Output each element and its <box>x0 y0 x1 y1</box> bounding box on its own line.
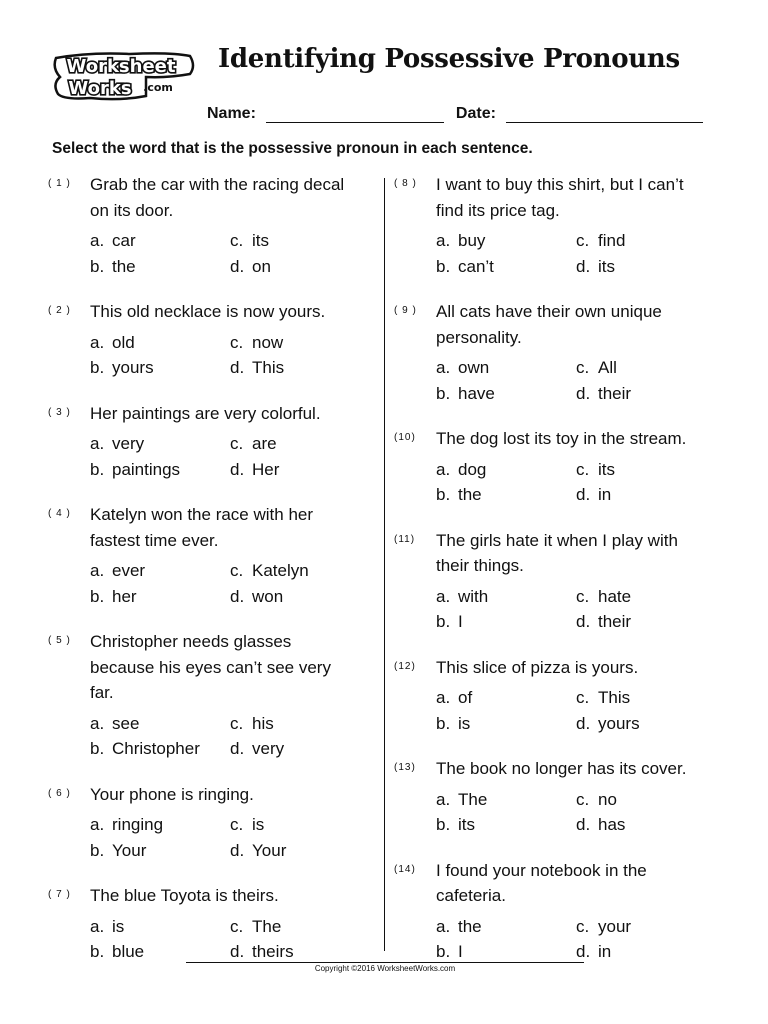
option-letter: c. <box>230 916 244 936</box>
option-letter: d. <box>576 942 591 961</box>
option-word: dog <box>458 459 487 479</box>
question-text-line: Your phone is ringing. <box>90 784 254 804</box>
option-word: old <box>112 332 135 352</box>
option-word: is <box>112 916 125 936</box>
answer-option[interactable] <box>90 914 230 940</box>
answer-option[interactable] <box>230 711 360 737</box>
question-text <box>436 528 694 579</box>
option-word: is <box>252 815 265 834</box>
question-text-line: This old necklace is now yours. <box>90 302 326 321</box>
question-text <box>436 655 694 681</box>
question-text-line: personality. <box>436 327 522 347</box>
question-number: ( 9 ) <box>394 305 417 316</box>
option-word: has <box>598 815 626 834</box>
option-word: see <box>112 713 140 733</box>
answer-option[interactable] <box>436 381 576 407</box>
option-letter: c. <box>576 459 590 479</box>
option-letter: b. <box>436 815 451 834</box>
question-number: (11) <box>394 533 416 545</box>
answer-option[interactable] <box>90 431 230 457</box>
answer-options <box>436 584 694 635</box>
answer-option[interactable] <box>576 609 706 635</box>
option-letter: c. <box>230 434 244 453</box>
question-number: ( 4 ) <box>48 508 71 519</box>
option-letter: d. <box>230 840 245 860</box>
answer-options <box>90 558 348 609</box>
date-label: Date: <box>455 105 496 122</box>
question-text <box>90 629 348 706</box>
question-number: ( 7 ) <box>48 889 71 900</box>
question-text <box>90 299 348 325</box>
option-word: ever <box>112 561 146 580</box>
option-word: yours <box>112 358 154 377</box>
answer-option[interactable] <box>436 787 576 813</box>
answer-option[interactable] <box>230 254 360 280</box>
answer-option[interactable] <box>230 330 360 356</box>
page-title: Identifying Possessive Pronouns <box>218 44 680 74</box>
option-letter: d. <box>230 739 245 758</box>
option-word: its <box>252 231 269 250</box>
option-word: her <box>112 586 137 606</box>
questions-right-column <box>394 172 694 965</box>
question-number: (12) <box>394 660 416 672</box>
name-date-row <box>207 101 719 123</box>
answer-option[interactable] <box>576 787 706 813</box>
answer-option[interactable] <box>90 254 230 280</box>
option-letter: a. <box>90 713 105 733</box>
option-word: of <box>458 688 473 707</box>
option-letter: a. <box>436 231 451 250</box>
option-word: on <box>252 256 271 276</box>
answer-options <box>436 355 694 406</box>
option-word: find <box>598 231 626 250</box>
option-word: the <box>458 485 482 504</box>
option-letter: c. <box>230 561 244 580</box>
option-word: buy <box>458 231 486 250</box>
question-item <box>394 426 694 508</box>
svg-text:.com: .com <box>143 81 173 94</box>
option-word: its <box>598 459 615 479</box>
answer-option[interactable] <box>90 558 230 584</box>
answer-option[interactable] <box>230 939 360 965</box>
option-letter: d. <box>230 586 245 606</box>
option-letter: b. <box>436 942 451 961</box>
answer-option[interactable] <box>230 228 360 254</box>
option-word: with <box>458 586 489 606</box>
option-letter: c. <box>576 789 590 809</box>
answer-option[interactable] <box>90 228 230 254</box>
option-word: very <box>252 739 285 758</box>
question-text <box>436 172 694 223</box>
question-text-line: The book no longer has its cover. <box>436 759 687 778</box>
option-word: is <box>458 713 471 733</box>
option-word: The <box>252 916 282 936</box>
option-word: Her <box>252 459 280 479</box>
option-word: ringing <box>112 815 164 834</box>
question-text-line: fastest time ever. <box>90 530 219 550</box>
question-text-line: The girls hate it when I play with <box>436 530 678 550</box>
date-field-line[interactable] <box>506 104 703 123</box>
answer-option[interactable] <box>576 482 706 508</box>
answer-options <box>90 812 348 863</box>
question-text-line: on its door. <box>90 200 174 220</box>
question-text-line: cafeteria. <box>436 886 506 905</box>
answer-option[interactable] <box>230 584 360 610</box>
option-letter: b. <box>436 256 451 276</box>
question-text <box>90 883 348 909</box>
answer-option[interactable] <box>576 457 706 483</box>
option-word: theirs <box>252 942 294 961</box>
question-number: ( 6 ) <box>48 787 71 799</box>
option-word: Christopher <box>112 739 200 758</box>
question-item <box>48 502 348 609</box>
answer-options <box>90 914 348 965</box>
option-letter: b. <box>90 256 105 276</box>
option-word: very <box>112 434 145 453</box>
option-word: This <box>598 688 631 707</box>
option-letter: c. <box>230 713 244 733</box>
answer-options <box>436 457 694 508</box>
question-item <box>394 756 694 838</box>
answer-option[interactable] <box>230 838 360 864</box>
footer-divider <box>186 962 584 963</box>
question-number: ( 3 ) <box>48 406 71 418</box>
option-letter: c. <box>576 916 590 936</box>
option-letter: a. <box>436 916 451 936</box>
answer-option[interactable] <box>436 355 576 381</box>
answer-option[interactable] <box>90 330 230 356</box>
option-letter: b. <box>90 739 105 758</box>
option-letter: c. <box>230 332 244 352</box>
option-word: own <box>458 358 490 377</box>
instructions: Select the word that is the possessive pronoun in each sentence. <box>52 140 533 157</box>
answer-options <box>90 330 348 381</box>
option-letter: a. <box>90 561 105 580</box>
answer-option[interactable] <box>436 939 576 965</box>
question-text <box>436 858 694 909</box>
answer-option[interactable] <box>436 254 576 280</box>
option-letter: b. <box>90 459 105 479</box>
answer-option[interactable] <box>436 228 576 254</box>
option-letter: d. <box>576 815 591 834</box>
answer-option[interactable] <box>576 355 706 381</box>
answer-option[interactable] <box>90 355 230 381</box>
question-text <box>90 172 348 223</box>
question-text-line: Katelyn won the race with her <box>90 505 314 524</box>
answer-option[interactable] <box>576 914 706 940</box>
question-item <box>394 655 694 737</box>
worksheetworks-logo <box>50 50 196 102</box>
question-text-line: The dog lost its toy in the stream. <box>436 429 687 448</box>
question-number: ( 5 ) <box>48 635 71 646</box>
question-item <box>48 401 348 483</box>
answer-option[interactable] <box>230 914 360 940</box>
option-letter: b. <box>90 942 105 961</box>
answer-option[interactable] <box>90 939 230 965</box>
question-text-line: far. <box>90 683 114 702</box>
question-text-line: find its price tag. <box>436 200 560 220</box>
option-word: blue <box>112 942 145 961</box>
answer-option[interactable] <box>90 584 230 610</box>
option-letter: b. <box>90 840 105 860</box>
option-word: are <box>252 434 277 453</box>
answer-options <box>90 228 348 279</box>
question-item <box>394 299 694 406</box>
option-letter: d. <box>230 459 245 479</box>
question-text <box>436 299 694 350</box>
option-word: The <box>458 789 488 809</box>
option-word: yours <box>598 713 640 733</box>
option-word: All <box>598 358 617 377</box>
option-word: paintings <box>112 459 181 479</box>
answer-option[interactable] <box>90 711 230 737</box>
option-word: the <box>112 256 136 276</box>
name-label: Name: <box>207 105 256 122</box>
answer-option[interactable] <box>436 584 576 610</box>
option-word: the <box>458 916 482 936</box>
svg-text:Works: Works <box>68 78 132 99</box>
option-word: his <box>252 713 274 733</box>
question-number: (14) <box>394 863 416 875</box>
option-word: Your <box>112 840 147 860</box>
answer-option[interactable] <box>576 584 706 610</box>
answer-options <box>436 914 694 965</box>
option-word: can’t <box>458 256 494 276</box>
question-number: (10) <box>394 432 416 443</box>
answer-options <box>436 787 694 838</box>
option-letter: a. <box>436 688 451 707</box>
answer-option[interactable] <box>436 482 576 508</box>
option-word: have <box>458 383 495 403</box>
option-word: I <box>458 612 463 631</box>
answer-option[interactable] <box>576 711 706 737</box>
question-text-line: their things. <box>436 556 524 575</box>
answer-option[interactable] <box>436 914 576 940</box>
option-letter: b. <box>90 358 105 377</box>
option-letter: a. <box>90 815 105 834</box>
question-text <box>90 782 348 808</box>
option-letter: d. <box>230 256 245 276</box>
answer-options <box>90 711 348 762</box>
answer-option[interactable] <box>230 558 360 584</box>
option-word: your <box>598 916 632 936</box>
question-text-line: Her paintings are very colorful. <box>90 403 321 423</box>
question-text-line: Christopher needs glasses <box>90 632 292 651</box>
option-letter: c. <box>576 586 590 606</box>
option-letter: a. <box>90 916 105 936</box>
question-text-line: I want to buy this shirt, but I can’t <box>436 175 684 194</box>
question-text <box>436 426 694 452</box>
option-letter: a. <box>436 586 451 606</box>
option-word: their <box>598 612 632 631</box>
question-text-line: I found your notebook in the <box>436 860 647 880</box>
answer-option[interactable] <box>576 812 706 838</box>
question-text-line: Grab the car with the racing decal <box>90 175 345 194</box>
answer-option[interactable] <box>436 812 576 838</box>
option-letter: a. <box>436 459 451 479</box>
answer-option[interactable] <box>90 812 230 838</box>
question-item <box>48 782 348 864</box>
option-letter: a. <box>436 789 451 809</box>
option-letter: c. <box>576 358 590 377</box>
question-text-line: All cats have their own unique <box>436 302 662 321</box>
option-word: now <box>252 332 284 352</box>
answer-option[interactable] <box>436 711 576 737</box>
answer-option[interactable] <box>576 254 706 280</box>
svg-text:Worksheet: Worksheet <box>66 56 176 77</box>
answer-option[interactable] <box>436 457 576 483</box>
question-item <box>48 883 348 965</box>
option-letter: a. <box>90 332 105 352</box>
answer-option[interactable] <box>576 939 706 965</box>
answer-option[interactable] <box>436 685 576 711</box>
question-number: (13) <box>394 762 416 773</box>
question-item <box>48 299 348 381</box>
question-text-line: The blue Toyota is theirs. <box>90 886 279 905</box>
option-letter: d. <box>576 713 591 733</box>
column-divider <box>384 178 385 951</box>
option-letter: b. <box>436 485 451 504</box>
question-text-line: This slice of pizza is yours. <box>436 657 639 677</box>
copyright-text: Copyright ©2016 WorksheetWorks.com <box>314 964 456 973</box>
option-word: its <box>458 815 475 834</box>
answer-options <box>436 685 694 736</box>
answer-option[interactable] <box>576 228 706 254</box>
option-letter: d. <box>576 383 591 403</box>
answer-option[interactable] <box>576 381 706 407</box>
option-word: in <box>598 942 612 961</box>
question-number: ( 2 ) <box>48 305 71 316</box>
option-letter: c. <box>576 688 590 707</box>
option-letter: b. <box>436 713 451 733</box>
option-word: no <box>598 789 617 809</box>
option-word: car <box>112 231 136 250</box>
answer-option[interactable] <box>230 457 360 483</box>
option-letter: a. <box>90 434 105 453</box>
option-letter: b. <box>436 612 451 631</box>
option-letter: c. <box>576 231 590 250</box>
question-number: ( 8 ) <box>394 178 417 189</box>
question-item <box>48 629 348 762</box>
question-text <box>90 401 348 427</box>
answer-options <box>436 228 694 279</box>
answer-options <box>90 431 348 482</box>
option-letter: d. <box>576 485 591 504</box>
option-word: won <box>252 586 284 606</box>
answer-option[interactable] <box>436 609 576 635</box>
option-letter: d. <box>576 256 591 276</box>
answer-option[interactable] <box>576 685 706 711</box>
questions-left-column <box>48 172 348 965</box>
option-letter: d. <box>576 612 591 631</box>
answer-option[interactable] <box>230 431 360 457</box>
option-word: its <box>598 256 615 276</box>
question-text <box>436 756 694 782</box>
question-number: ( 1 ) <box>48 178 71 189</box>
question-item <box>394 528 694 635</box>
question-item <box>394 858 694 965</box>
option-word: their <box>598 383 632 403</box>
question-item <box>394 172 694 279</box>
option-word: Your <box>252 840 287 860</box>
option-word: Katelyn <box>252 561 309 580</box>
answer-option[interactable] <box>230 355 360 381</box>
option-letter: a. <box>436 358 451 377</box>
option-letter: d. <box>230 942 245 961</box>
answer-option[interactable] <box>230 812 360 838</box>
answer-option[interactable] <box>90 736 230 762</box>
option-word: in <box>598 485 612 504</box>
option-letter: b. <box>436 383 451 403</box>
question-item <box>48 172 348 279</box>
question-text-line: because his eyes can’t see very <box>90 657 331 677</box>
answer-option[interactable] <box>230 736 360 762</box>
option-letter: b. <box>90 586 105 606</box>
answer-option[interactable] <box>90 457 230 483</box>
option-letter: c. <box>230 231 244 250</box>
option-letter: d. <box>230 358 245 377</box>
answer-option[interactable] <box>90 838 230 864</box>
name-field-line[interactable] <box>266 104 444 123</box>
option-word: hate <box>598 586 632 606</box>
option-letter: c. <box>230 815 244 834</box>
option-letter: a. <box>90 231 105 250</box>
option-word: This <box>252 358 285 377</box>
question-text <box>90 502 348 553</box>
option-word: I <box>458 942 463 961</box>
